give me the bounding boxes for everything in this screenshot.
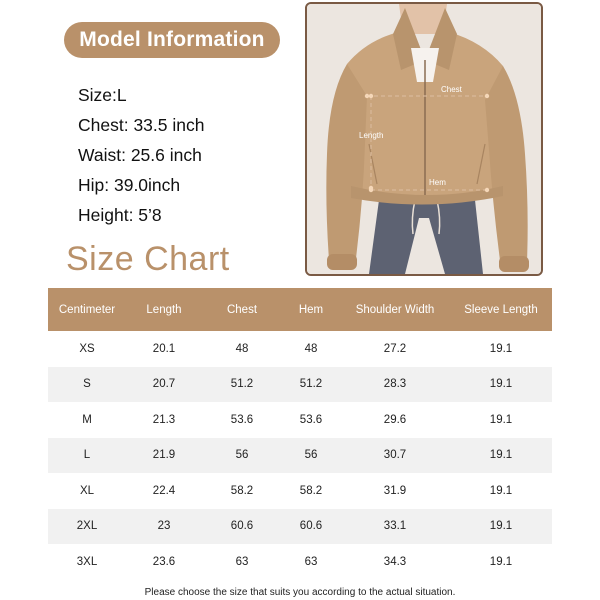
model-information-title: Model Information (79, 28, 265, 51)
footnote: Please choose the size that suits you according to the actual situation. (144, 587, 456, 598)
length-cell: 22.4 (152, 484, 176, 497)
sleeve-length-cell: 19.1 (489, 484, 513, 497)
header-sleeve-length: Sleeve Length (450, 288, 552, 331)
chest-cell: 53.6 (230, 413, 254, 426)
model-size: Size:L (78, 85, 127, 105)
chest-measure-label: Chest (441, 85, 462, 94)
size-chart-table (48, 288, 552, 580)
size-cell: S (48, 367, 126, 403)
sleeve-length-cell: 19.1 (450, 438, 552, 474)
hem-cell: 56 (282, 438, 340, 474)
size-cell: XS (79, 342, 95, 355)
table-header-row (48, 288, 552, 331)
header-chest: Chest (202, 288, 282, 331)
hem-cell: 58.2 (299, 484, 323, 497)
sleeve-length-cell: 19.1 (450, 367, 552, 403)
size-chart-title: Size Chart (66, 240, 230, 278)
model-chest: Chest: 33.5 inch (78, 115, 205, 135)
size-cell: 3XL (76, 555, 98, 568)
header-centimeter: Centimeter (48, 288, 126, 331)
length-measure-label: Length (359, 131, 384, 140)
shoulder-width-cell: 29.6 (383, 413, 407, 426)
hem-cell: 53.6 (299, 413, 323, 426)
chest-cell: 58.2 (230, 484, 254, 497)
hem-measure-label: Hem (429, 178, 446, 187)
table-row (48, 438, 552, 474)
table-row (48, 544, 552, 580)
model-waist: Waist: 25.6 inch (78, 145, 202, 165)
hem-cell: 60.6 (282, 509, 340, 545)
length-cell: 20.7 (126, 367, 202, 403)
sleeve-length-cell: 19.1 (489, 555, 513, 568)
length-cell: 21.3 (152, 413, 176, 426)
sleeve-length-cell: 19.1 (489, 413, 513, 426)
chest-cell: 63 (235, 555, 249, 568)
length-cell: 23 (126, 509, 202, 545)
hem-cell: 48 (304, 342, 318, 355)
shoulder-width-cell: 27.2 (383, 342, 407, 355)
size-cell: L (48, 438, 126, 474)
sleeve-length-cell: 19.1 (450, 509, 552, 545)
size-cell: XL (79, 484, 95, 497)
shoulder-width-cell: 34.3 (383, 555, 407, 568)
hem-cell: 51.2 (282, 367, 340, 403)
jacket-illustration (307, 4, 541, 274)
header-shoulder-width: Shoulder Width (340, 288, 450, 331)
length-cell: 23.6 (152, 555, 176, 568)
model-photo (305, 2, 543, 276)
header-length: Length (126, 288, 202, 331)
header-hem: Hem (282, 288, 340, 331)
shoulder-width-cell: 31.9 (383, 484, 407, 497)
table-row (48, 367, 552, 403)
table-row (48, 509, 552, 545)
chest-cell: 60.6 (202, 509, 282, 545)
model-information-header (64, 22, 280, 58)
model-height: Height: 5’8 (78, 205, 162, 225)
table-row (48, 473, 552, 509)
chest-cell: 51.2 (202, 367, 282, 403)
chest-cell: 56 (202, 438, 282, 474)
hem-cell: 63 (304, 555, 318, 568)
shoulder-width-cell: 28.3 (340, 367, 450, 403)
table-row (48, 402, 552, 438)
size-cell: M (82, 413, 92, 426)
length-cell: 20.1 (152, 342, 176, 355)
sleeve-length-cell: 19.1 (489, 342, 513, 355)
length-cell: 21.9 (126, 438, 202, 474)
model-hip: Hip: 39.0inch (78, 175, 181, 195)
size-cell: 2XL (48, 509, 126, 545)
shoulder-width-cell: 33.1 (340, 509, 450, 545)
table-row (48, 331, 552, 367)
model-information-list (78, 80, 204, 230)
chest-cell: 48 (235, 342, 249, 355)
shoulder-width-cell: 30.7 (340, 438, 450, 474)
